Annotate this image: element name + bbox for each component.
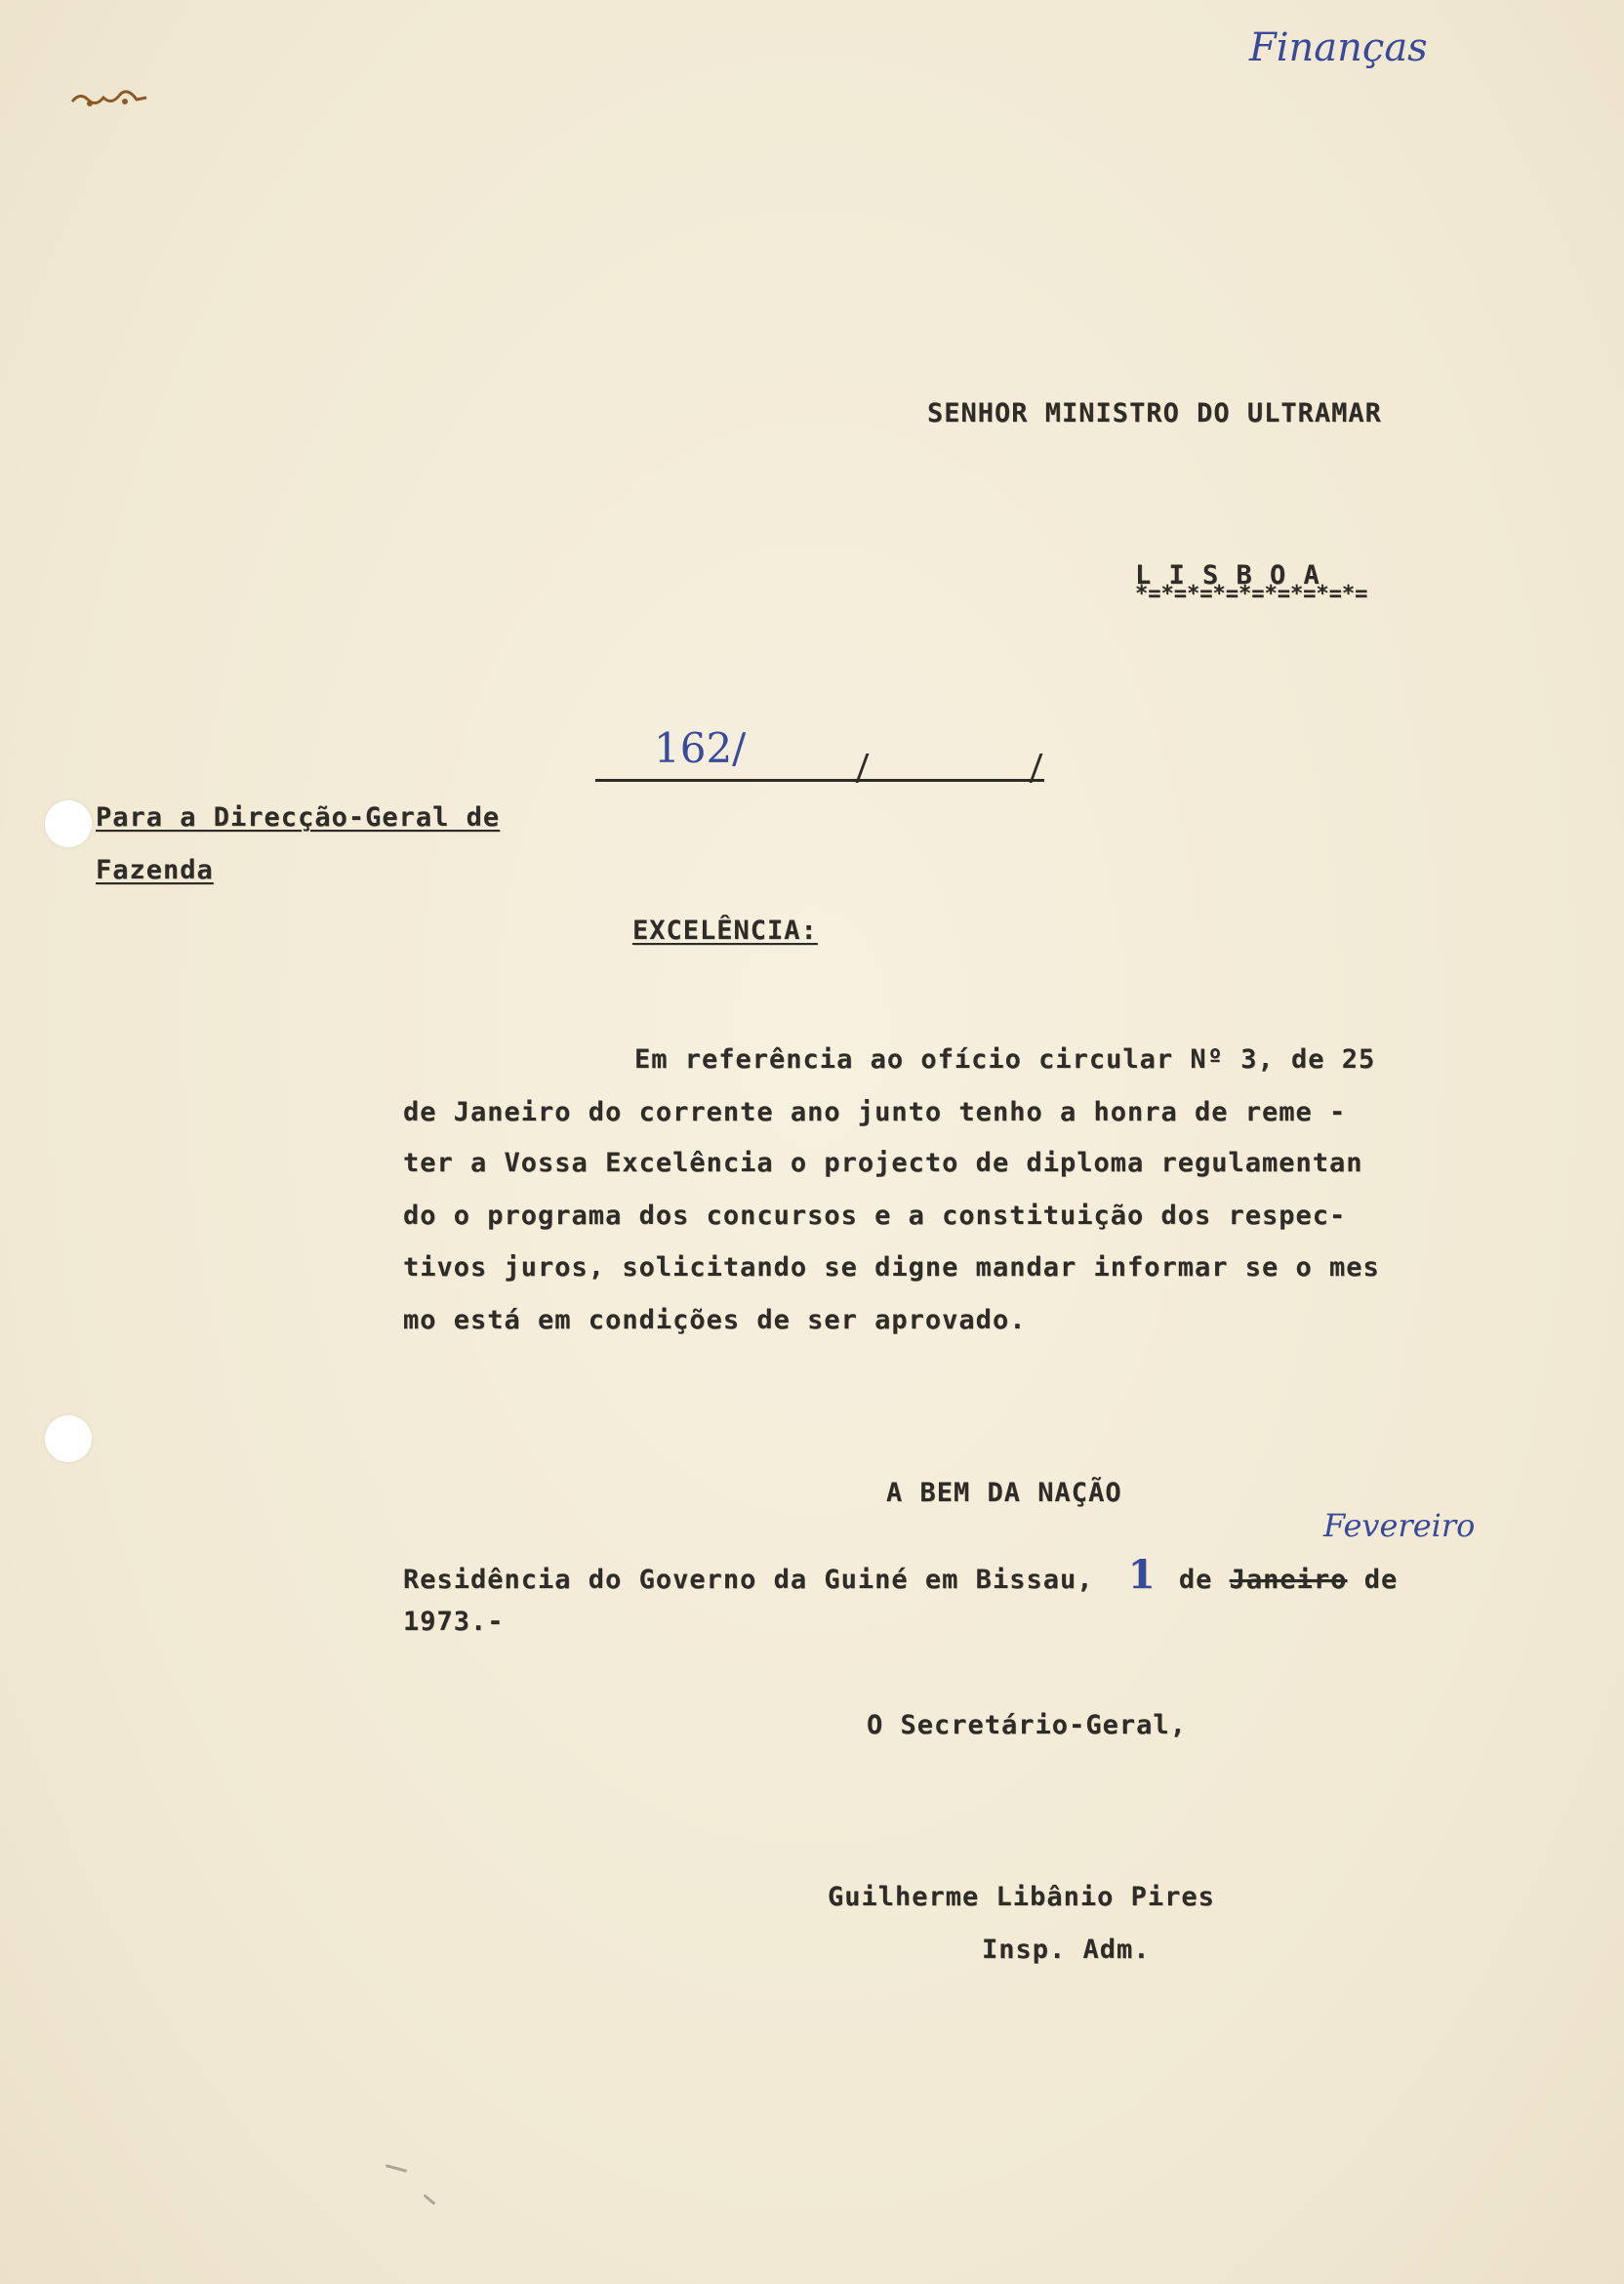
closing-de-2: de xyxy=(1363,1565,1399,1595)
salutation-text: EXCELÊNCIA: xyxy=(632,916,818,946)
closing-date-line xyxy=(403,1552,1398,1598)
salutation xyxy=(632,916,818,946)
recipient-title: SENHOR MINISTRO DO ULTRAMAR xyxy=(927,398,1382,428)
ink-mark xyxy=(68,86,152,113)
signature-title: Insp. Adm. xyxy=(982,1935,1151,1965)
body-line-1: Em referência ao ofício circular Nº 3, de 25 xyxy=(634,1044,1376,1075)
punch-hole-bottom xyxy=(45,1415,92,1462)
routing-line-2: Fazenda xyxy=(96,855,214,885)
handwritten-month: Fevereiro xyxy=(1323,1507,1476,1544)
closing-month-struck: Janeiro xyxy=(1229,1565,1348,1595)
body-line-5: tivos juros, solicitando se digne mandar informar se o mes xyxy=(403,1252,1380,1283)
body-line-2: de Janeiro do corrente ano junto tenho a honra de reme - xyxy=(403,1097,1347,1127)
signature-role: O Secretário-Geral, xyxy=(867,1710,1187,1740)
body-line-4: do o programa dos concursos e a constituição dos respec- xyxy=(403,1201,1347,1231)
recipient-city: L I S B O A xyxy=(1135,560,1320,591)
stray-mark xyxy=(386,2164,407,2173)
handwritten-day: 1 xyxy=(1127,1552,1157,1598)
routing-line-1: Para a Direcção-Geral de xyxy=(96,802,501,833)
reference-number-line xyxy=(595,724,1044,783)
body-line-3: ter a Vossa Excelência o projecto de diploma regulamentan xyxy=(403,1148,1363,1178)
reference-blank-line xyxy=(595,779,1044,782)
closing-place: Residência do Governo da Guiné em Bissau, xyxy=(403,1565,1094,1595)
closing-motto: A BEM DA NAÇÃO xyxy=(886,1478,1122,1508)
handwritten-annotation: Finanças xyxy=(1249,25,1428,70)
stray-mark xyxy=(424,2194,436,2205)
recipient-city-underline: *=*=*=*=*=*=*=*=*= xyxy=(1135,582,1368,606)
body-line-6: mo está em condições de ser aprovado. xyxy=(403,1305,1027,1335)
reference-number: 162/ xyxy=(654,724,747,772)
punch-hole-top xyxy=(45,800,92,847)
signature-name: Guilherme Libânio Pires xyxy=(828,1882,1215,1912)
closing-de-1: de xyxy=(1178,1565,1213,1595)
closing-year: 1973.- xyxy=(403,1607,505,1637)
